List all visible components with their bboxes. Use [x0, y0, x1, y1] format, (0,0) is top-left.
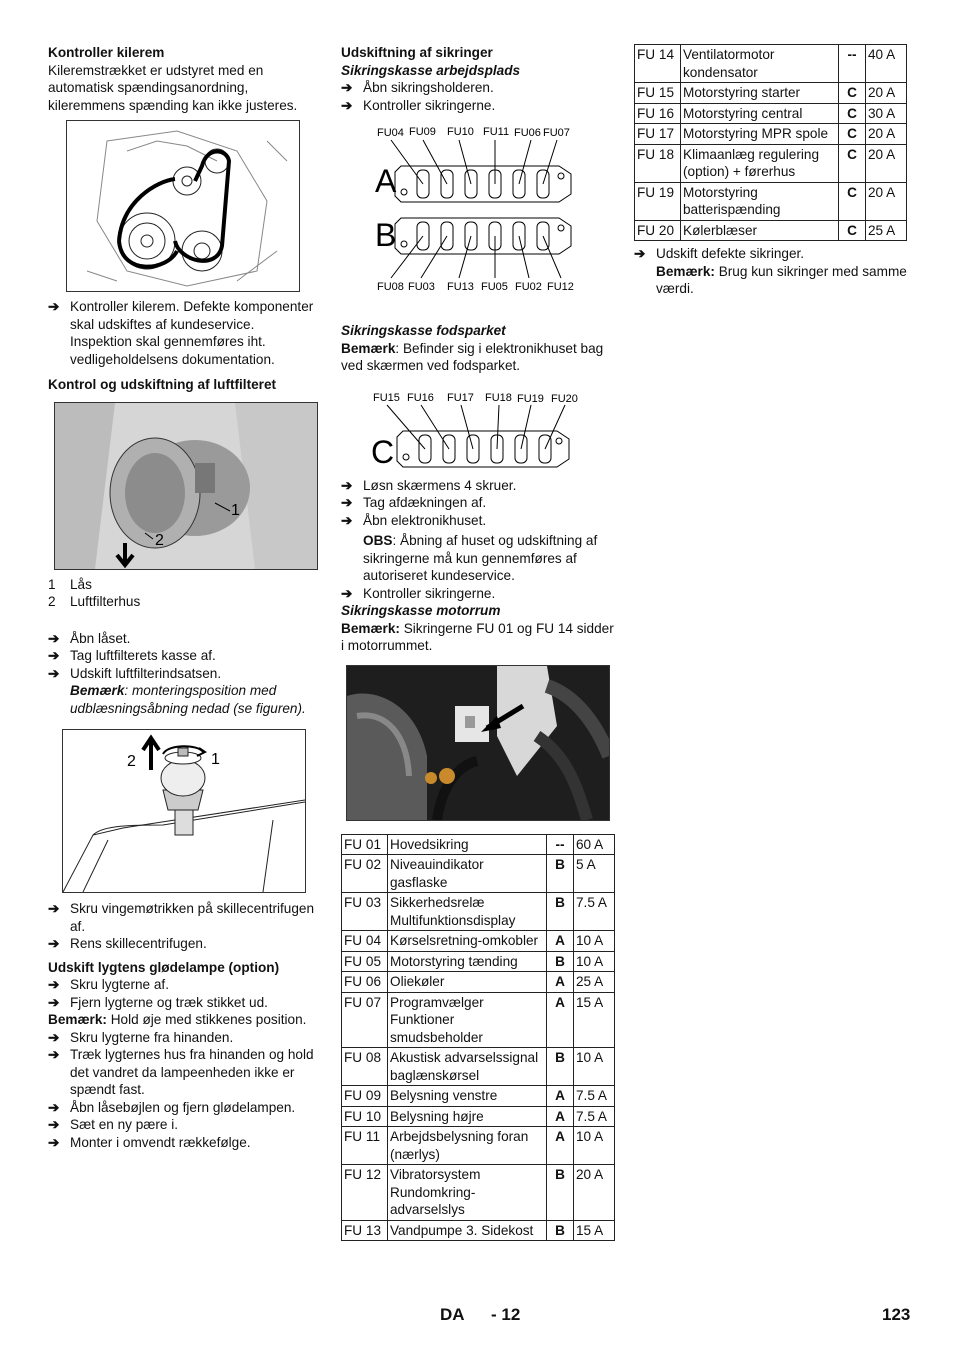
- fuse-id-cell: FU 18: [635, 144, 681, 182]
- step-lygte: ➔ Træk lygternes hus fra hinanden og hold det vandret da lampeenheden ikke er spændt fast.: [48, 1047, 314, 1097]
- fuse-amp-cell: 20 A: [866, 83, 907, 104]
- fuse-amp-cell: 25 A: [574, 972, 615, 993]
- fuse-label: FU15: [373, 391, 400, 404]
- step-fod: ➔ Løsn skærmens 4 skruer.: [341, 477, 517, 493]
- fuse-cat-cell: A: [547, 992, 574, 1048]
- arrow-right-icon: ➔: [48, 1099, 60, 1115]
- fuse-cat-cell: --: [839, 45, 866, 83]
- table-row: [635, 144, 907, 182]
- fuse-cat-cell: C: [839, 83, 866, 104]
- fuse-amp-cell: 40 A: [866, 45, 907, 83]
- fuse-table-2: [634, 44, 907, 241]
- fuse-label: FU11: [483, 126, 510, 138]
- fuse-id-cell: FU 15: [635, 83, 681, 104]
- fuse-label: FU06: [514, 127, 541, 139]
- step-luft: ➔ Udskift luftfilterindsatsen.: [48, 665, 222, 681]
- figure-centrifuge: [62, 729, 306, 893]
- fuse-cat-cell: C: [839, 144, 866, 182]
- legend-item: 1 Lås: [48, 576, 92, 592]
- note-fodsparket: Bemærk: Befinder sig i elektronikhuset bag ved skærmen ved fodsparket.: [341, 340, 604, 373]
- fuse-cat-cell: A: [547, 972, 574, 993]
- fuse-cat-cell: --: [547, 834, 574, 855]
- table-row: [342, 1165, 615, 1221]
- fuse-id-cell: FU 06: [342, 972, 388, 993]
- note-motorrum: Bemærk: Sikringerne FU 01 og FU 14 sidder i motorrummet.: [341, 620, 614, 653]
- legend: [48, 576, 320, 611]
- subheading-motorrum: Sikringskasse motorrum: [341, 603, 501, 618]
- arrow-right-icon: ➔: [341, 495, 353, 510]
- column-2: [341, 44, 615, 1241]
- fuse-desc-cell: Motorstyring MPR spole: [681, 124, 839, 145]
- table-row: [342, 1220, 615, 1241]
- arrow-right-icon: ➔: [634, 246, 646, 261]
- step-lygte: ➔ Fjern lygterne og træk stikket ud.: [48, 994, 268, 1010]
- fuse-amp-cell: 7.5 A: [574, 1106, 615, 1127]
- fuse-id-cell: FU 17: [635, 124, 681, 145]
- arrow-right-icon: ➔: [48, 1134, 60, 1150]
- fuse-desc-cell: Hovedsikring: [388, 834, 547, 855]
- fusebox-letter-c: C: [371, 433, 395, 470]
- heading-kilerem: Kontroller kilerem: [48, 45, 165, 60]
- fuse-desc-cell: Motorstyring starter: [681, 83, 839, 104]
- step-kilerem: ➔ Kontroller kilerem. Defekte komponenter skal udskiftes af kundeservice. Inspektion skal gennemføres iht. vedligeholdelsens dokumentation.: [48, 299, 314, 367]
- fuse-desc-cell: Belysning højre: [388, 1106, 547, 1127]
- fuse-label: FU05: [481, 281, 508, 293]
- arrow-right-icon: ➔: [48, 299, 60, 314]
- fuse-cat-cell: C: [839, 182, 866, 220]
- table-row: [342, 992, 615, 1048]
- fuse-amp-cell: 20 A: [866, 124, 907, 145]
- table-row: [342, 855, 615, 893]
- fuse-desc-cell: Vandpumpe 3. Sidekost: [388, 1220, 547, 1241]
- table-row: [342, 1106, 615, 1127]
- fuse-amp-cell: 20 A: [866, 182, 907, 220]
- fuse-desc-cell: Kølerblæser: [681, 220, 839, 241]
- table-row: [342, 931, 615, 952]
- column-1: [48, 44, 320, 1151]
- fuse-label: FU08: [377, 281, 404, 293]
- fuse-id-cell: FU 03: [342, 893, 388, 931]
- arrow-right-icon: ➔: [48, 936, 60, 951]
- fuse-id-cell: FU 04: [342, 931, 388, 952]
- fuse-amp-cell: 15 A: [574, 992, 615, 1048]
- fuse-cat-cell: C: [839, 124, 866, 145]
- step-lygte: ➔ Åbn låsebøjlen og fjern glødelampen.: [48, 1099, 296, 1115]
- fuse-id-cell: FU 13: [342, 1220, 388, 1241]
- table-row: [342, 893, 615, 931]
- subheading-arbejdsplads: Sikringskasse arbejdsplads: [341, 62, 521, 78]
- arrow-right-icon: ➔: [341, 512, 353, 528]
- fuse-amp-cell: 30 A: [866, 103, 907, 124]
- step-fod: ➔ Tag afdækningen af.: [341, 495, 487, 510]
- arrow-right-icon: ➔: [48, 665, 60, 681]
- fuse-amp-cell: 5 A: [574, 855, 615, 893]
- fuse-id-cell: FU 12: [342, 1165, 388, 1221]
- fuse-cat-cell: C: [839, 103, 866, 124]
- fuse-cat-cell: B: [547, 1048, 574, 1086]
- fuse-label: FU17: [447, 391, 474, 404]
- fusebox-ab-diagram: [371, 126, 611, 302]
- fig3-label-1: 1: [211, 751, 220, 768]
- table-row: [635, 182, 907, 220]
- arrow-right-icon: ➔: [48, 901, 60, 916]
- fuse-label: FU02: [515, 281, 542, 293]
- fuse-desc-cell: Motorstyring batterispænding: [681, 182, 839, 220]
- fuse-id-cell: FU 14: [635, 45, 681, 83]
- fuse-label: FU13: [447, 281, 474, 293]
- text-kilerem: Kileremstrækket er udstyret med en automatisk spændingsanordning, kileremmens spænding kan ikke justeres.: [48, 62, 298, 113]
- arrow-right-icon: ➔: [48, 977, 60, 992]
- fuse-amp-cell: 7.5 A: [574, 1086, 615, 1107]
- table-row: [635, 220, 907, 241]
- table-row: [342, 972, 615, 993]
- note-lygte: Bemærk: Hold øje med stikkenes position.: [48, 1012, 307, 1027]
- fuse-cat-cell: A: [547, 1127, 574, 1165]
- fuse-desc-cell: Niveauindikator gasflaske: [388, 855, 547, 893]
- fig2-label-1: 1: [231, 501, 240, 519]
- step-lygte: ➔ Skru lygterne af.: [48, 977, 169, 992]
- step-luft: ➔ Tag luftfilterets kasse af.: [48, 648, 216, 663]
- arrow-right-icon: ➔: [341, 80, 353, 95]
- footer-lang: DA: [440, 1305, 465, 1324]
- legend-item: 2 Luftfilterhus: [48, 594, 141, 609]
- fuse-cat-cell: B: [547, 1220, 574, 1241]
- fuse-label: FU09: [409, 126, 436, 138]
- figure-kilerem: [66, 120, 300, 292]
- note-sikringer: Bemærk: Brug kun sikringer med samme værdi.: [656, 263, 907, 296]
- fuse-id-cell: FU 08: [342, 1048, 388, 1086]
- heading-luftfilter: Kontrol og udskiftning af luftfilteret: [48, 377, 277, 392]
- fuse-cat-cell: B: [547, 1165, 574, 1221]
- fuse-amp-cell: 10 A: [574, 951, 615, 972]
- step-lygte: ➔ Monter i omvendt rækkefølge.: [48, 1134, 251, 1150]
- fuse-cat-cell: A: [547, 1086, 574, 1107]
- fuse-label: FU20: [551, 392, 578, 405]
- step-centrifuge: ➔ Skru vingemøtrikken på skillecentrifugen af.: [48, 901, 315, 934]
- fuse-label: FU10: [447, 126, 474, 138]
- air-filter-photo: [55, 403, 317, 569]
- step-lygte: ➔ Sæt en ny pære i.: [48, 1117, 179, 1132]
- table-row: [342, 951, 615, 972]
- arrow-right-icon: ➔: [48, 1117, 60, 1132]
- fuse-desc-cell: Arbejdsbelysning foran (nærlys): [388, 1127, 547, 1165]
- fuse-label: FU07: [543, 127, 570, 139]
- fuse-label: FU04: [377, 127, 404, 139]
- fuse-desc-cell: Belysning venstre: [388, 1086, 547, 1107]
- table-row: [342, 1086, 615, 1107]
- fuse-label: FU16: [407, 391, 434, 404]
- fuse-cat-cell: B: [547, 855, 574, 893]
- table-row: [342, 1127, 615, 1165]
- subheading-fodsparket: Sikringskasse fodsparket: [341, 323, 506, 338]
- fuse-desc-cell: Motorstyring central: [681, 103, 839, 124]
- fuse-id-cell: FU 02: [342, 855, 388, 893]
- step-centrifuge: ➔ Rens skillecentrifugen.: [48, 936, 207, 951]
- fuse-id-cell: FU 10: [342, 1106, 388, 1127]
- table-row: [635, 124, 907, 145]
- step-fod: ➔ Kontroller sikringerne.: [341, 585, 496, 601]
- arrow-right-icon: ➔: [48, 648, 60, 663]
- fuse-cat-cell: A: [547, 931, 574, 952]
- fuse-id-cell: FU 11: [342, 1127, 388, 1165]
- step-arb: ➔ Åbn sikringsholderen.: [341, 80, 494, 95]
- step-lygte: ➔ Skru lygterne fra hinanden.: [48, 1029, 234, 1045]
- fuse-amp-cell: 25 A: [866, 220, 907, 241]
- arrow-right-icon: ➔: [48, 1029, 60, 1045]
- arrow-right-icon: ➔: [341, 97, 353, 113]
- fuse-amp-cell: 20 A: [574, 1165, 615, 1221]
- table-row: [635, 83, 907, 104]
- table-row: [635, 103, 907, 124]
- fusebox-letter-b: B: [375, 217, 397, 253]
- fuse-desc-cell: Programvælger Funktioner smudsbeholder: [388, 992, 547, 1048]
- table-row: [342, 1048, 615, 1086]
- fuse-id-cell: FU 05: [342, 951, 388, 972]
- fuse-desc-cell: Klimaanlæg regulering (option) + førerhus: [681, 144, 839, 182]
- fuse-amp-cell: 10 A: [574, 1127, 615, 1165]
- fuse-id-cell: FU 16: [635, 103, 681, 124]
- fuse-desc-cell: Vibratorsystem Rundomkring-advarselslys: [388, 1165, 547, 1221]
- fuse-amp-cell: 15 A: [574, 1220, 615, 1241]
- fuse-table-1: [341, 834, 615, 1242]
- fuse-label: FU18: [485, 391, 512, 404]
- belt-drawing: [67, 121, 299, 291]
- note-luft: Bemærk: monteringsposition med udblæsningsåbning nedad (se figuren).: [70, 683, 306, 716]
- footer-page-local: - 12: [491, 1305, 521, 1324]
- fuse-id-cell: FU 09: [342, 1086, 388, 1107]
- fuse-id-cell: FU 19: [635, 182, 681, 220]
- fuse-amp-cell: 7.5 A: [574, 893, 615, 931]
- fuse-cat-cell: A: [547, 1106, 574, 1127]
- heading-sikringer: Udskiftning af sikringer: [341, 45, 493, 60]
- step-luft: ➔ Åbn låset.: [48, 630, 131, 646]
- fuse-amp-cell: 10 A: [574, 1048, 615, 1086]
- fuse-amp-cell: 20 A: [866, 144, 907, 182]
- obs-note: OBS: Åbning af huset og udskiftning af sikringerne må kun gennemføres af autoriseret kundeservice.: [363, 533, 598, 583]
- fusebox-letter-a: A: [375, 163, 397, 199]
- fuse-desc-cell: Oliekøler: [388, 972, 547, 993]
- fuse-desc-cell: Sikkerhedsrelæ Multifunktionsdisplay: [388, 893, 547, 931]
- footer-page-total: 123: [882, 1305, 911, 1324]
- fusebox-c-diagram: [371, 391, 611, 475]
- arrow-right-icon: ➔: [341, 585, 353, 601]
- fuse-amp-cell: 10 A: [574, 931, 615, 952]
- fuse-id-cell: FU 20: [635, 220, 681, 241]
- fuse-cat-cell: C: [839, 220, 866, 241]
- fuse-label: FU12: [547, 281, 574, 293]
- fig3-label-2: 2: [127, 753, 136, 770]
- engine-bay-photo: [347, 666, 609, 820]
- heading-lygte: Udskift lygtens glødelampe (option): [48, 959, 280, 975]
- step-udskift: ➔ Udskift defekte sikringer.: [634, 246, 805, 261]
- step-arb: ➔ Kontroller sikringerne.: [341, 97, 496, 113]
- arrow-right-icon: ➔: [48, 1047, 60, 1062]
- fuse-amp-cell: 60 A: [574, 834, 615, 855]
- fuse-cat-cell: B: [547, 951, 574, 972]
- fuse-cat-cell: B: [547, 893, 574, 931]
- figure-luftfilter: [54, 402, 318, 570]
- fuse-label: FU03: [408, 281, 435, 293]
- figure-motorrum: [346, 665, 610, 821]
- fuse-desc-cell: Ventilatormotor kondensator: [681, 45, 839, 83]
- arrow-right-icon: ➔: [341, 477, 353, 493]
- fuse-id-cell: FU 07: [342, 992, 388, 1048]
- arrow-right-icon: ➔: [48, 994, 60, 1010]
- column-3: [634, 44, 908, 298]
- centrifuge-drawing: [63, 730, 305, 892]
- fig2-label-2: 2: [155, 531, 164, 549]
- fuse-desc-cell: Akustisk advarselssignal baglænskørsel: [388, 1048, 547, 1086]
- step-fod: ➔ Åbn elektronikhuset.: [341, 512, 487, 528]
- fuse-desc-cell: Motorstyring tænding: [388, 951, 547, 972]
- fuse-label: FU19: [517, 392, 544, 405]
- fuse-id-cell: FU 01: [342, 834, 388, 855]
- table-row: [342, 834, 615, 855]
- fuse-desc-cell: Kørselsretning-omkobler: [388, 931, 547, 952]
- table-row: [635, 45, 907, 83]
- arrow-right-icon: ➔: [48, 630, 60, 646]
